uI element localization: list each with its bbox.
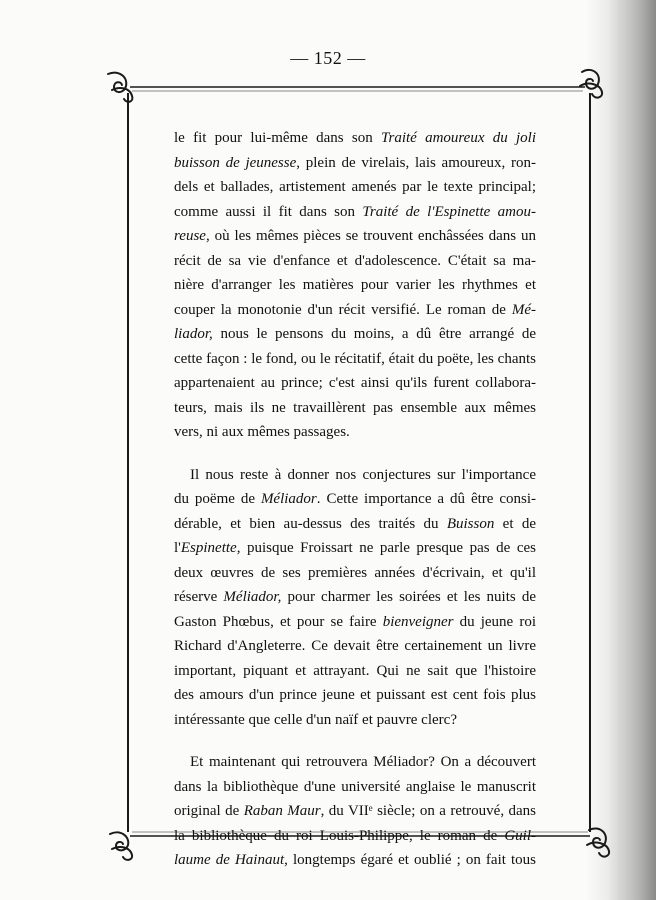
text-line <box>174 322 536 347</box>
text-line <box>174 659 536 684</box>
text-run: l' <box>174 540 181 556</box>
text-run: , où les mêmes pièces se trouvent enchâssées dans un <box>205 228 536 244</box>
text-run: la bibliothèque du roi Louis-Philippe, le roman de <box>174 827 505 844</box>
text-line <box>174 775 536 800</box>
text-run: Il nous reste à donner nos conjectures sur l'importance <box>190 466 536 483</box>
text-run: le fit pour lui-même dans son <box>174 130 381 146</box>
text-run: puisque Froissart ne parle presque pas de ces <box>240 540 536 556</box>
text-line <box>174 298 536 323</box>
corner-ornament-top-left <box>108 73 132 102</box>
paragraph <box>174 750 536 873</box>
text-run: et de <box>494 515 536 532</box>
text-run: nière d'arranger les matières pour varier les rhythmes et <box>174 277 536 293</box>
paragraph <box>174 463 536 733</box>
text-run: du poëme de <box>174 491 261 507</box>
paragraph-gap <box>174 445 536 463</box>
text-run: Richard d'Angleterre. Ce devait être certainement un livre <box>174 638 536 654</box>
text-run: dels et ballades, artistement amenés par le texte principal; <box>174 179 536 195</box>
text-line <box>174 273 536 298</box>
text-line <box>174 224 536 249</box>
text-run: . Cette importance a dû être consi- <box>316 491 537 507</box>
corner-ornament-bottom-right <box>587 828 609 856</box>
text-run: important, piquant et attrayant. Qui ne sait que l'histoire <box>174 662 536 679</box>
text-line <box>174 420 536 445</box>
text-line <box>174 371 536 396</box>
text-line <box>174 536 536 561</box>
text-run: pour charmer les soirées et les nuits de <box>281 589 536 605</box>
text-run: liador, <box>174 326 213 342</box>
text-run: Traité de l'Espinette amou- <box>362 203 536 220</box>
page-number: — 152 — <box>290 48 366 68</box>
text-line <box>174 347 536 372</box>
text-line <box>174 249 536 274</box>
text-line <box>174 750 536 775</box>
text-run: , longtemps égaré et oublié ; on fait tous <box>284 852 537 868</box>
text-line <box>174 175 536 200</box>
text-run: reuse <box>174 228 206 244</box>
text-line <box>174 708 536 733</box>
text-run: cette façon : le fond, ou le récitatif, était du poëte, les chants <box>174 350 536 367</box>
text-line <box>174 683 536 708</box>
text-run: intéressante que celle d'un naïf et pauvre clerc? <box>174 711 457 728</box>
text-run: Buisson <box>446 515 495 532</box>
text-line <box>174 126 536 151</box>
text-line <box>174 561 536 586</box>
text-run: dans la bibliothèque d'une université anglaise le manuscrit <box>174 778 536 795</box>
text-run: du jeune roi <box>453 613 536 630</box>
text-run: nous le pensons du moins, a dû être arrangé de <box>212 326 536 342</box>
text-run: , plein de virelais, lais amoureux, ron- <box>296 154 536 171</box>
text-line <box>174 396 536 421</box>
text-run: buisson de jeunesse <box>174 154 297 171</box>
body-text <box>174 126 536 873</box>
text-run: couper la monotonie d'un récit versifié. Le roman de <box>174 301 512 318</box>
text-run: original de <box>174 803 244 819</box>
text-run: récit de sa vie d'enfance et d'adolescence. C'était sa ma- <box>174 252 536 269</box>
text-run: teurs, mais ils ne travaillèrent pas ensemble aux mêmes <box>174 399 536 416</box>
text-run: réserve <box>174 589 224 605</box>
text-run: Traité amoureux du joli <box>380 130 536 146</box>
text-run: Guil- <box>504 827 536 844</box>
text-line <box>174 512 536 537</box>
text-line <box>174 824 536 849</box>
text-line <box>174 610 536 635</box>
text-line <box>174 151 536 176</box>
paragraph <box>174 126 536 445</box>
corner-ornament-top-right <box>580 70 602 98</box>
paragraph-gap <box>174 732 536 750</box>
text-run: Gaston Phœbus, et pour se faire <box>174 613 383 630</box>
text-run: Espinette, <box>180 540 241 556</box>
text-line <box>174 799 536 824</box>
text-line <box>174 634 536 659</box>
text-run: Mé- <box>511 301 536 318</box>
text-run: comme aussi il fit dans son <box>174 203 363 220</box>
text-run: vers, ni aux mêmes passages. <box>174 424 350 440</box>
text-run: Méliador, <box>223 589 282 605</box>
text-line <box>174 848 536 873</box>
text-line <box>174 487 536 512</box>
text-run: Méliador <box>260 491 317 507</box>
text-run: appartenaient au prince; c'est ainsi qu'ils furent collabora- <box>174 375 536 391</box>
page-edge-shadow <box>586 0 656 900</box>
text-line <box>174 585 536 610</box>
text-run: , du VIIᵉ siècle; on a retrouvé, dans <box>320 803 536 819</box>
text-run: deux œuvres de ses premières années d'écrivain, et qu'il <box>174 564 536 581</box>
text-run: dérable, et bien au-dessus des traités du <box>174 515 447 532</box>
text-line <box>174 463 536 488</box>
text-line <box>174 200 536 225</box>
text-run: Raban Maur <box>243 803 321 819</box>
text-run: Et maintenant qui retrouvera Méliador? On a découvert <box>190 754 536 770</box>
text-run: laume de Hainaut <box>174 852 285 868</box>
corner-ornament-bottom-left <box>110 832 132 860</box>
text-run: des amours d'un prince jeune et puissant est cent fois plus <box>174 687 536 703</box>
text-run: bienveigner <box>382 613 454 630</box>
